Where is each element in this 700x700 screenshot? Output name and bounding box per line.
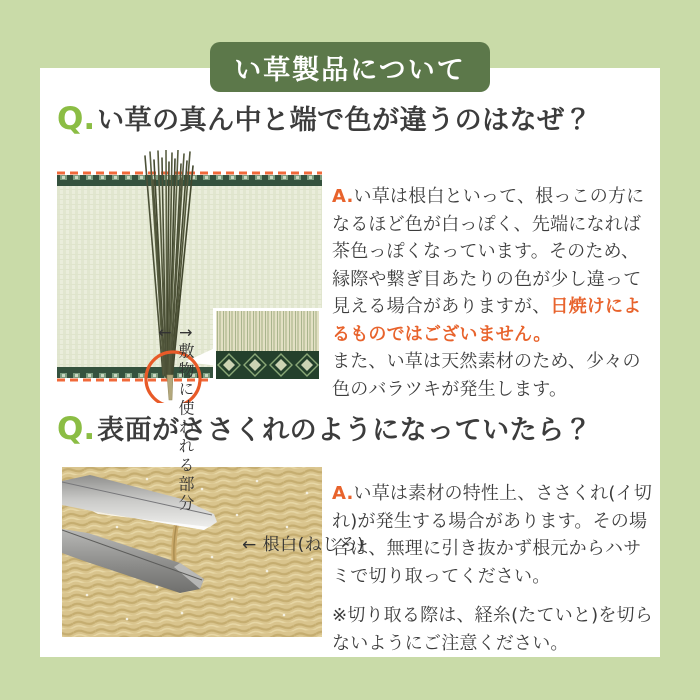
question-1-q-mark: Q. (57, 101, 96, 137)
question-2-q-mark: Q. (57, 411, 96, 447)
root-white-label: ← 根白(ねじろ) (242, 535, 365, 555)
question-1-heading (57, 101, 657, 146)
usable-part-label: ↑敷物に使われる部分↓ (155, 326, 195, 514)
answer-2 (332, 480, 656, 590)
question-1-text: い草の真ん中と端で色が違うのはなぜ？ (97, 105, 593, 136)
answer-2-text: い草は素材の特性上、ささくれ(イ切れ)が発生する場合があります。その場合は、無理に引き抜かず根元からハサミで切り取ってください。 (332, 483, 652, 587)
answer-2-a-mark: A. (332, 483, 354, 504)
section-title-banner (210, 42, 490, 92)
answer-1 (332, 183, 656, 403)
section-title: い草製品について (234, 54, 466, 86)
caution-note: ※切り取る際は、経糸(たていと)を切らないようにご注意ください。 (332, 605, 653, 654)
answer-1-a-mark: A. (332, 186, 354, 207)
answer-1-text-2: また、い草は天然素材のため、少々の色のバラツキが発生します。 (332, 351, 641, 400)
answer-1-highlight: 日焼けによるものではございません。 (332, 296, 642, 345)
question-2-heading (57, 411, 657, 456)
answer-1-text: い草は根白といって、根っこの方になるほど色が白っぽく、先端になれば茶色っぽくなっています。そのため、縁際や繋ぎ目あたりの色が少し違って見える場合がありますが、 (332, 186, 645, 317)
question-2-text: 表面がささくれのようになっていたら？ (97, 415, 593, 446)
